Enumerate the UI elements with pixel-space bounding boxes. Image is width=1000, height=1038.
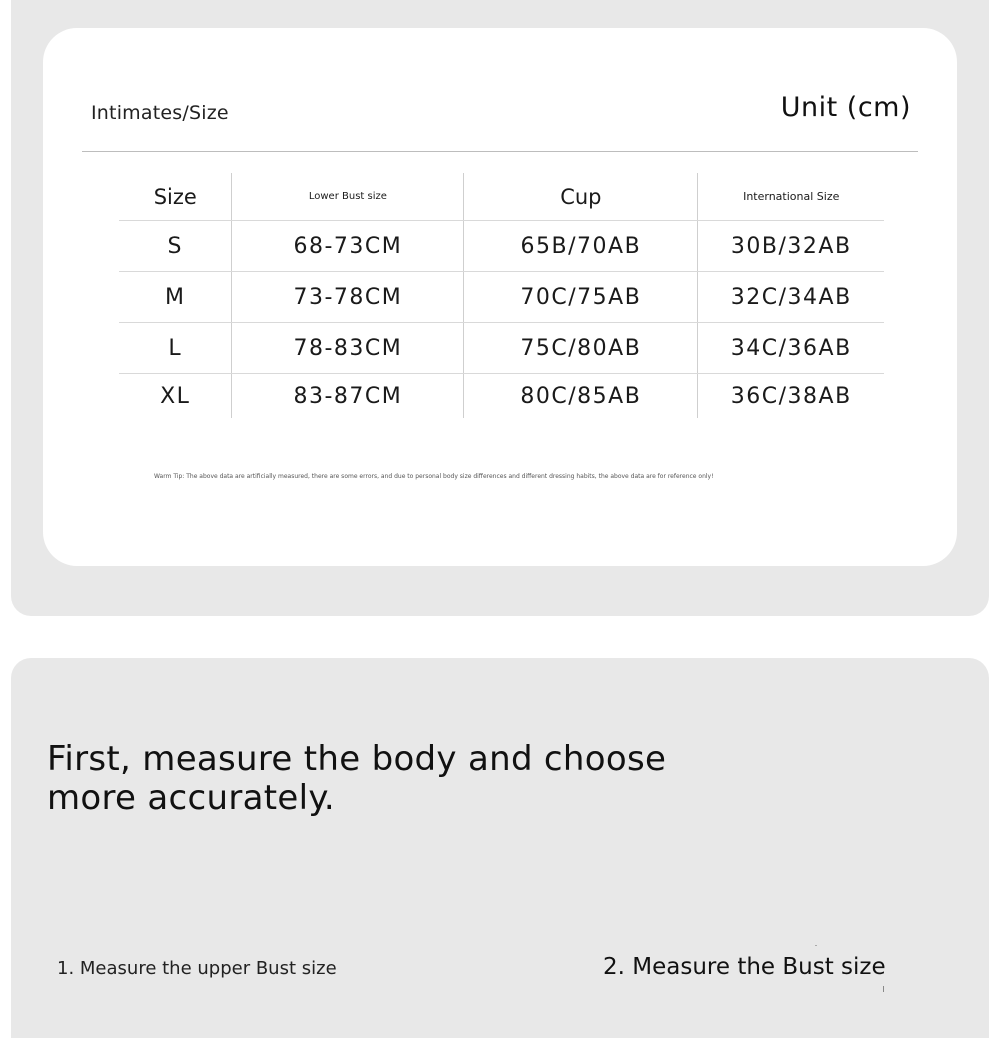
cell-size: M — [119, 272, 232, 323]
warm-tip: Warm Tip: The above data are artificially measured, there are some errors, and due to personal body size differences and different dressing habits, the above data are for reference only! — [154, 473, 714, 480]
cell-lower-bust: 73-78CM — [232, 272, 464, 323]
decorative-tick — [883, 986, 884, 992]
cell-international-size: 30B/32AB — [698, 221, 884, 272]
cell-lower-bust: 78-83CM — [232, 323, 464, 374]
table-row — [119, 221, 884, 272]
cell-international-size: 32C/34AB — [698, 272, 884, 323]
header-international-size: International Size — [698, 173, 884, 221]
cell-size: L — [119, 323, 232, 374]
table-row — [119, 323, 884, 374]
size-chart-card — [43, 28, 957, 566]
cell-lower-bust: 83-87CM — [232, 374, 464, 419]
cell-size: S — [119, 221, 232, 272]
step-upper-bust: 1. Measure the upper Bust size — [57, 958, 337, 979]
header-divider — [82, 151, 918, 152]
cell-international-size: 34C/36AB — [698, 323, 884, 374]
step-bust: 2. Measure the Bust size — [603, 954, 886, 980]
measure-heading: First, measure the body and choose more accurately. — [47, 739, 667, 818]
cell-cup: 80C/85AB — [464, 374, 698, 419]
cell-cup: 75C/80AB — [464, 323, 698, 374]
header-size: Size — [119, 173, 232, 221]
category-label: Intimates/Size — [91, 102, 229, 124]
unit-label: Unit (cm) — [780, 92, 911, 123]
decorative-mark — [815, 945, 817, 946]
measure-panel — [11, 658, 989, 1038]
table-row — [119, 272, 884, 323]
cell-lower-bust: 68-73CM — [232, 221, 464, 272]
size-chart-panel — [11, 0, 989, 616]
cell-international-size: 36C/38AB — [730, 383, 852, 409]
cell-cup: 70C/75AB — [464, 272, 698, 323]
table-row — [119, 374, 884, 419]
table-header-row — [119, 173, 884, 221]
header-cup: Cup — [464, 173, 698, 221]
size-table — [119, 173, 884, 418]
cell-cup: 65B/70AB — [464, 221, 698, 272]
header-lower-bust: Lower Bust size — [232, 173, 464, 221]
cell-size: XL — [119, 374, 232, 419]
